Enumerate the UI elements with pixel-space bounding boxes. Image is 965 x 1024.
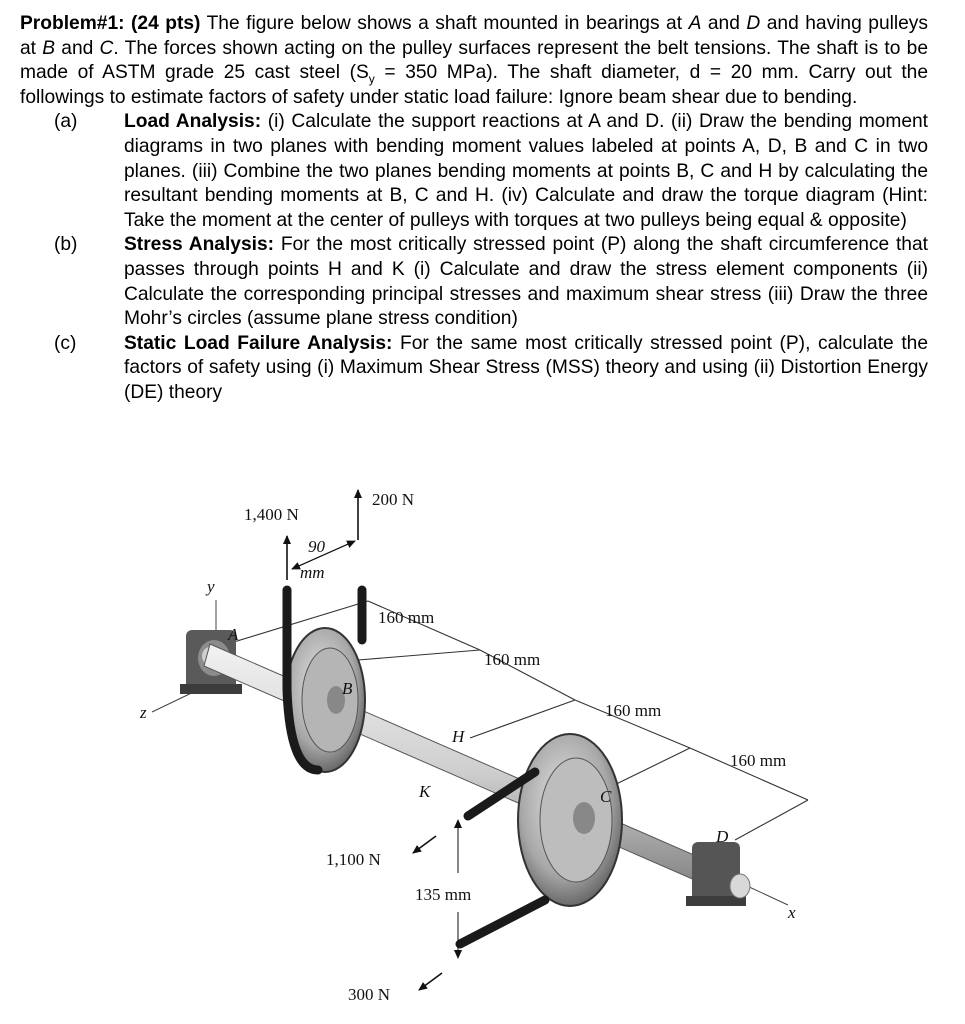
label-axis-y: y: [207, 577, 215, 596]
statement-text: and having pulleys at: [20, 13, 928, 59]
label-point-k: K: [419, 782, 431, 801]
statement-text: and: [55, 37, 100, 59]
force-300-arrow: [419, 973, 442, 990]
part-a-body: (i) Calculate the support reactions at A and D. (ii) Draw the bending moment diagrams in two planes with bending moment values labeled at points A, D, B and C in two planes. (iii) Combine the two planes bending moments at points B, C and H by calculating the resultant bending moments at B, C and H. (iv) Calculate and draw the torque diagram (Hint: Take the moment at the center of pulleys with torques at two pulleys being equal & opposite): [124, 111, 929, 231]
problem-title: Problem#1:: [20, 13, 125, 34]
label-span-4: 160 mm: [730, 751, 787, 770]
part-a: [20, 110, 928, 233]
statement-text: The figure below shows a shaft mounted in bearings at: [200, 13, 689, 34]
label-point-h: H: [452, 727, 465, 746]
part-c: [20, 332, 928, 406]
part-c-heading: Static Load Failure Analysis:: [124, 332, 393, 354]
label-dia-b-unit: mm: [300, 563, 325, 582]
statement-point-a: A: [688, 13, 702, 34]
x-axis-line: [745, 885, 788, 905]
part-b-body: For the most critically stressed point (P) along the shaft circumference that passes through points H and K (i) Calculate and draw the stress element components (ii) Calculate the corresponding principal stresses and maximum shear stress (iii) Draw the three Mohr’s circles (assume plane stress condition): [124, 234, 928, 330]
label-span-1: 160 mm: [378, 608, 435, 627]
label-span-3: 160 mm: [605, 701, 662, 720]
label-dia-b-num: 90: [308, 537, 325, 556]
statement-point-c: C: [99, 37, 114, 59]
pulley-c: [518, 734, 622, 906]
part-b-label: (b): [54, 234, 78, 256]
part-b-heading: Stress Analysis:: [124, 234, 275, 256]
problem-points: (24 pts): [131, 13, 201, 34]
label-300n: 300 N: [348, 985, 391, 1004]
label-axis-z: z: [140, 703, 147, 722]
statement-point-b: B: [42, 37, 56, 59]
label-point-a: A: [228, 625, 239, 644]
label-1100n: 1,100 N: [326, 850, 381, 869]
yield-subscript: y: [368, 72, 375, 87]
label-point-b: B: [342, 679, 353, 698]
part-a-label: (a): [54, 111, 78, 133]
shaft-figure: [130, 480, 820, 1010]
force-1100-arrow: [413, 836, 436, 853]
part-c-label: (c): [54, 332, 77, 354]
problem-document: [20, 12, 928, 406]
label-point-d: D: [716, 827, 729, 846]
label-axis-x: x: [788, 903, 796, 922]
statement-text: . The forces shown acting on the pulley surfaces represent the belt tensions. The shaft is to be made of ASTM grade 25 cast steel (S: [20, 37, 928, 84]
label-point-c: C: [600, 787, 612, 806]
label-span-2: 160 mm: [484, 650, 541, 669]
part-b: [20, 233, 928, 331]
label-200n: 200 N: [372, 490, 415, 509]
label-dia-c: 135 mm: [415, 885, 472, 904]
statement-point-d: D: [746, 13, 761, 34]
bearing-d: [686, 842, 750, 906]
label-1400n: 1,400 N: [244, 505, 299, 524]
part-c-body: For the same most critically stressed point (P), calculate the factors of safety using (i) Maximum Shear Stress (MSS) theory and using (ii) Distortion Energy (DE) theory: [124, 332, 929, 403]
statement-text: and: [701, 13, 747, 34]
part-a-heading: Load Analysis:: [124, 111, 262, 133]
problem-statement: [20, 12, 928, 110]
statement-text: = 350 MPa). The shaft diameter, d = 20 mm. Carry out the followings to estimate factors of safety under static load failure: Ignore beam shear due to bending.: [20, 62, 928, 108]
